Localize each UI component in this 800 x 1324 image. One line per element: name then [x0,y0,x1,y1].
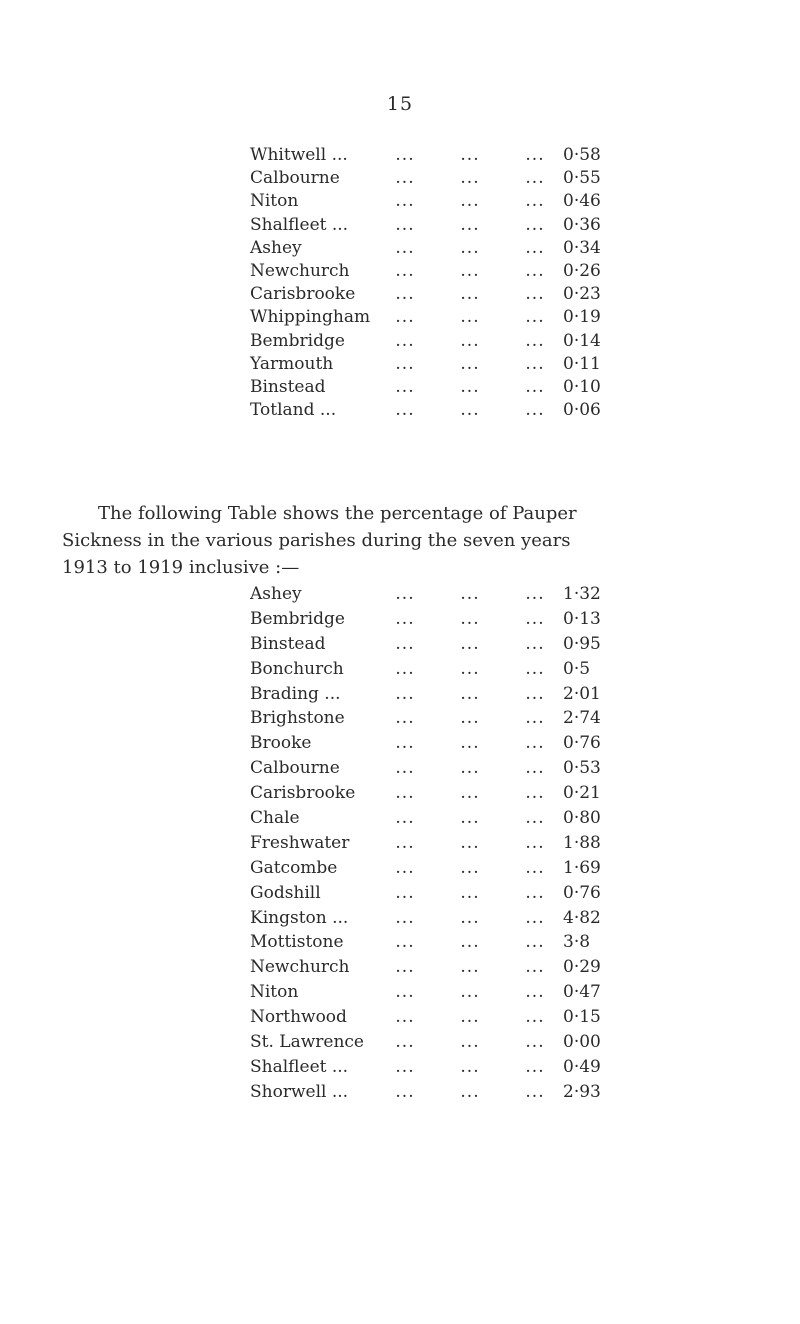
leader-dots: ... [525,145,545,165]
leader-dots: ... [460,353,480,374]
leader-dots: ... [395,808,415,829]
leader-dots: ... [395,191,415,212]
percentage-value: 2·74 [563,708,601,729]
parish-name: Bembridge [250,330,345,351]
table-row [250,930,590,955]
parish-name: Bembridge [250,608,345,629]
parish-name: Whippingham [250,307,371,328]
dot-leader [390,582,550,607]
leader-dots: ... [395,658,415,679]
dot-leader [390,1030,550,1055]
leader-dots: ... [395,214,415,235]
leader-dots: ... [525,191,545,212]
parish-name: Carisbrooke [250,284,356,305]
dot-leader [390,955,550,980]
leader-dots: ... [460,633,480,654]
leader-dots: ... [395,584,415,604]
table-row [250,1030,601,1055]
table-row [250,856,601,881]
dot-leader [390,781,550,806]
table-row [250,214,601,237]
dot-leader [390,632,550,657]
parish-name: Ashey [250,237,302,258]
leader-dots: ... [395,857,415,878]
parish-name: Godshill [250,882,321,903]
percentage-value: 0·55 [563,168,601,189]
leader-dots: ... [395,237,415,258]
parish-name: Bonchurch [250,658,344,679]
percentage-value: 0·95 [563,633,601,654]
leader-dots: ... [395,1007,415,1028]
leader-dots: ... [525,758,545,779]
leader-dots: ... [460,882,480,903]
leader-dots: ... [460,1032,480,1053]
table-row [250,376,601,399]
leader-dots: ... [525,658,545,679]
parish-name: Binstead [250,633,326,654]
table-row [250,906,601,931]
table-row [250,237,601,260]
leader-dots: ... [395,783,415,804]
leader-dots: ... [460,658,480,679]
parish-name: Gatcombe [250,857,338,878]
leader-dots: ... [460,214,480,235]
leader-dots: ... [525,376,545,397]
leader-dots: ... [395,683,415,704]
leader-dots: ... [460,168,480,189]
paragraph-line: Sickness in the various parishes during the seven years [62,530,571,551]
dot-leader [390,657,550,682]
leader-dots: ... [460,982,480,1003]
parish-name: Kingston ... [250,907,349,928]
percentage-value: 1·32 [563,584,601,604]
percentage-value: 4·82 [563,907,601,928]
parish-name: Chale [250,808,300,829]
table-row [250,144,601,167]
dot-leader [390,930,550,955]
pauper-sickness-table [250,582,601,1105]
leader-dots: ... [460,758,480,779]
leader-dots: ... [460,932,480,953]
table-row [250,1005,601,1030]
percentage-value: 0·26 [563,260,601,281]
leader-dots: ... [525,330,545,351]
leader-dots: ... [395,376,415,397]
leader-dots: ... [525,882,545,903]
dot-leader [390,607,550,632]
percentage-value: 0·76 [563,733,601,754]
leader-dots: ... [460,584,480,604]
table-row [250,1080,601,1105]
percentage-value: 3·8 [563,932,591,953]
table-row [250,1055,601,1080]
page-number: 15 [386,93,414,115]
leader-dots: ... [395,733,415,754]
dot-leader [390,881,550,906]
leader-dots: ... [525,808,545,829]
parish-name: Mottistone [250,932,344,953]
dot-leader [390,682,550,707]
leader-dots: ... [395,832,415,853]
parish-name: Shorwell ... [250,1081,349,1102]
percentage-value: 0·19 [563,307,601,328]
leader-dots: ... [460,832,480,853]
parish-name: Whitwell ... [250,145,348,165]
leader-dots: ... [395,307,415,328]
leader-dots: ... [460,907,480,928]
leader-dots: ... [460,683,480,704]
percentage-value: 1·88 [563,832,601,853]
leader-dots: ... [460,237,480,258]
table-row [250,657,590,682]
table-row [250,756,601,781]
dot-leader [390,237,550,260]
table-row [250,955,601,980]
parish-name: Totland ... [250,400,337,421]
leader-dots: ... [395,260,415,281]
leader-dots: ... [460,808,480,829]
parish-name: Brading ... [250,683,341,704]
table-row [250,283,601,306]
percentage-value: 0·34 [563,237,601,258]
parish-name: Binstead [250,376,326,397]
percentage-value: 0·11 [563,353,601,374]
leader-dots: ... [460,957,480,978]
leader-dots: ... [460,307,480,328]
dot-leader [390,756,550,781]
leader-dots: ... [525,633,545,654]
leader-dots: ... [395,758,415,779]
leader-dots: ... [525,214,545,235]
leader-dots: ... [395,284,415,305]
table-row [250,330,601,353]
percentage-value: 0·46 [563,191,601,212]
leader-dots: ... [460,857,480,878]
percentage-value: 0·47 [563,982,601,1003]
leader-dots: ... [460,400,480,421]
dot-leader [390,283,550,306]
leader-dots: ... [525,683,545,704]
dot-leader [390,980,550,1005]
parish-name: Ashey [250,584,302,604]
dot-leader [390,306,550,329]
table-row [250,806,601,831]
dot-leader [390,1055,550,1080]
table-row [250,260,601,283]
leader-dots: ... [525,608,545,629]
leader-dots: ... [460,330,480,351]
leader-dots: ... [525,584,545,604]
dot-leader [390,330,550,353]
percentage-value: 0·13 [563,608,601,629]
leader-dots: ... [525,907,545,928]
leader-dots: ... [395,400,415,421]
table-row [250,306,601,329]
dot-leader [390,906,550,931]
leader-dots: ... [395,168,415,189]
leader-dots: ... [525,1032,545,1053]
leader-dots: ... [525,957,545,978]
parish-name: Niton [250,191,299,212]
leader-dots: ... [460,284,480,305]
leader-dots: ... [525,1007,545,1028]
parish-name: Freshwater [250,832,350,853]
leader-dots: ... [460,608,480,629]
leader-dots: ... [395,882,415,903]
leader-dots: ... [395,1032,415,1053]
parish-name: Calbourne [250,168,340,189]
dot-leader [390,1080,550,1105]
leader-dots: ... [525,1056,545,1077]
table-row [250,781,601,806]
leader-dots: ... [460,783,480,804]
leader-dots: ... [525,982,545,1003]
parish-name: Newchurch [250,260,350,281]
leader-dots: ... [460,191,480,212]
leader-dots: ... [395,608,415,629]
leader-dots: ... [460,733,480,754]
table-row [250,731,601,756]
percentage-value: 0·15 [563,1007,601,1028]
leader-dots: ... [460,376,480,397]
leader-dots: ... [395,1081,415,1102]
parish-name: Calbourne [250,758,340,779]
dot-leader [390,167,550,190]
leader-dots: ... [395,907,415,928]
table-row [250,582,601,607]
table-row [250,353,601,376]
leader-dots: ... [460,1007,480,1028]
table-row [250,706,601,731]
leader-dots: ... [395,633,415,654]
table-row [250,190,601,213]
percentage-value: 0·76 [563,882,601,903]
leader-dots: ... [395,708,415,729]
dot-leader [390,706,550,731]
percentage-value: 2·93 [563,1081,601,1102]
table-row [250,682,601,707]
leader-dots: ... [525,284,545,305]
dot-leader [390,214,550,237]
leader-dots: ... [460,1081,480,1102]
percentage-value: 0·80 [563,808,601,829]
parish-name: Newchurch [250,957,350,978]
dot-leader [390,260,550,283]
table-row [250,980,601,1005]
dot-leader [390,1005,550,1030]
dot-leader [390,806,550,831]
percentage-value: 0·23 [563,284,601,305]
leader-dots: ... [460,708,480,729]
leader-dots: ... [525,733,545,754]
percentage-value: 0·36 [563,214,601,235]
percentage-value: 0·21 [563,783,601,804]
paragraph-line: The following Table shows the percentage of Pauper [98,503,577,524]
table-row [250,881,601,906]
table-row [250,632,601,657]
percentage-value: 0·58 [563,145,601,165]
leader-dots: ... [395,145,415,165]
parish-name: Yarmouth [250,353,334,374]
leader-dots: ... [460,145,480,165]
table-row [250,607,601,632]
leader-dots: ... [525,237,545,258]
parish-table-upper [250,144,601,422]
percentage-value: 0·5 [563,658,591,679]
leader-dots: ... [395,1056,415,1077]
parish-name: Shalfleet ... [250,1056,349,1077]
percentage-value: 2·01 [563,683,601,704]
leader-dots: ... [460,1056,480,1077]
intro-paragraph [62,500,782,581]
dot-leader [390,376,550,399]
leader-dots: ... [525,307,545,328]
dot-leader [390,144,550,167]
dot-leader [390,856,550,881]
dot-leader [390,731,550,756]
leader-dots: ... [525,708,545,729]
percentage-value: 0·10 [563,376,601,397]
percentage-value: 0·29 [563,957,601,978]
table-row [250,399,601,422]
leader-dots: ... [525,783,545,804]
paragraph-line: 1913 to 1919 inclusive :— [62,557,300,578]
table-row [250,831,601,856]
percentage-value: 0·00 [563,1032,601,1053]
leader-dots: ... [525,932,545,953]
leader-dots: ... [525,353,545,374]
parish-name: Brooke [250,733,312,754]
table-row [250,167,601,190]
parish-name: St. Lawrence [250,1032,364,1053]
leader-dots: ... [395,353,415,374]
leader-dots: ... [395,330,415,351]
leader-dots: ... [395,932,415,953]
leader-dots: ... [395,957,415,978]
percentage-value: 0·14 [563,330,601,351]
parish-name: Northwood [250,1007,347,1028]
dot-leader [390,190,550,213]
leader-dots: ... [525,400,545,421]
dot-leader [390,353,550,376]
leader-dots: ... [525,260,545,281]
dot-leader [390,831,550,856]
percentage-value: 0·06 [563,400,601,421]
parish-name: Niton [250,982,299,1003]
parish-name: Shalfleet ... [250,214,349,235]
percentage-value: 0·53 [563,758,601,779]
parish-name: Carisbrooke [250,783,356,804]
parish-name: Brighstone [250,708,345,729]
dot-leader [390,399,550,422]
leader-dots: ... [460,260,480,281]
leader-dots: ... [525,857,545,878]
leader-dots: ... [525,1081,545,1102]
leader-dots: ... [525,832,545,853]
leader-dots: ... [525,168,545,189]
leader-dots: ... [395,982,415,1003]
percentage-value: 1·69 [563,857,601,878]
percentage-value: 0·49 [563,1056,601,1077]
